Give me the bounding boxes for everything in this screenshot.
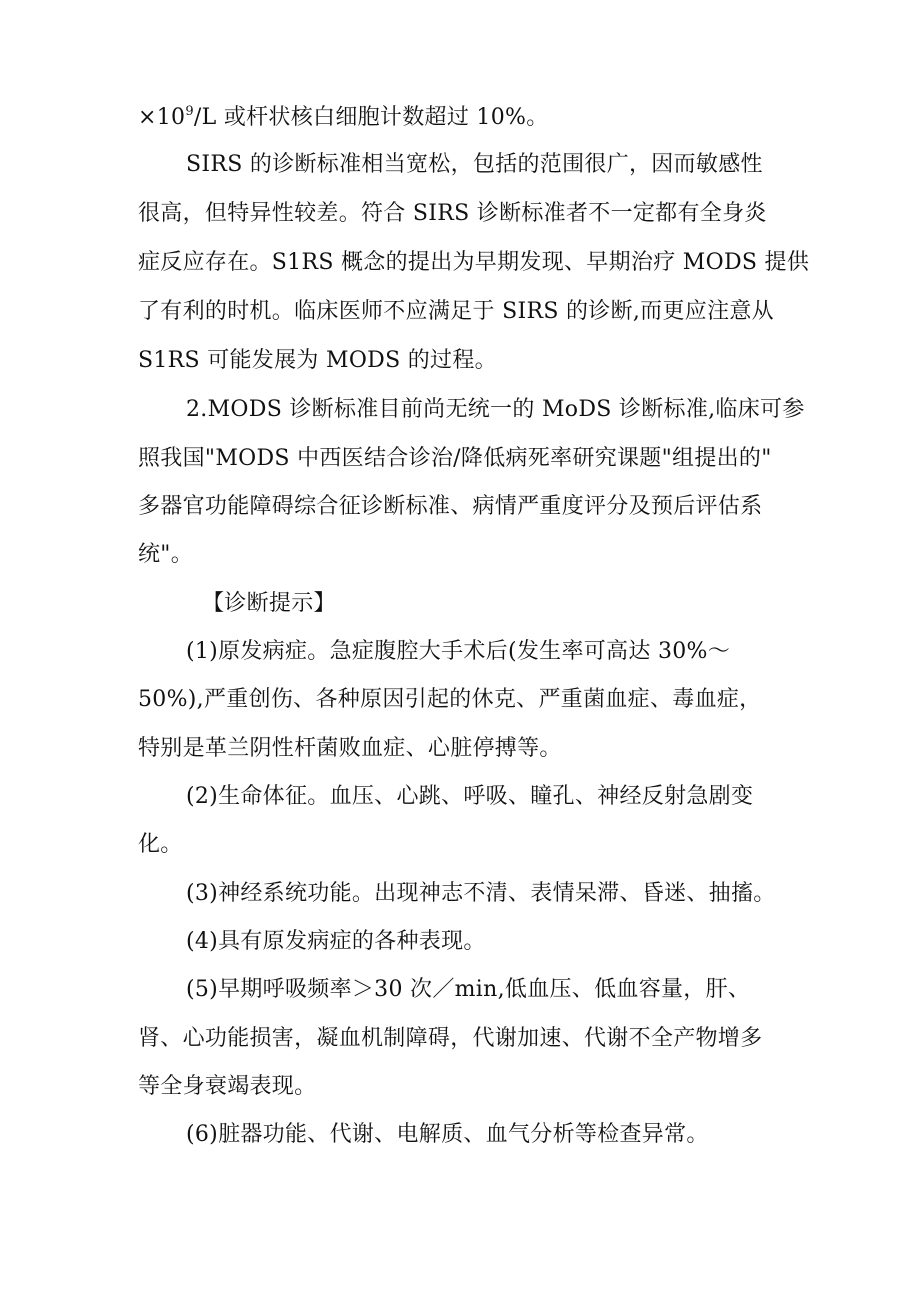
sirs-paragraph-line: 症反应存在。S1RS 概念的提出为早期发现、早期治疗 MODS 提供 <box>138 250 810 275</box>
diagnosis-item-line: (1)原发病症。急症腹腔大手术后(发生率可高达 30%～ <box>186 639 731 664</box>
sirs-paragraph-line: 很高，但特异性较差。符合 SIRS 诊断标准者不一定都有全身炎 <box>138 201 767 226</box>
diagnosis-item-line: (6)脏器功能、代谢、电解质、血气分析等检查异常。 <box>186 1122 709 1147</box>
wbc-exponent: 9 <box>185 104 194 119</box>
sirs-paragraph-line: 了有利的时机。临床医师不应满足于 SIRS 的诊断,而更应注意从 <box>138 299 774 324</box>
diagnosis-item-line: (3)神经系统功能。出现神志不清、表情呆滞、昏迷、抽搐。 <box>186 881 776 906</box>
mods-paragraph-line: 照我国"MODS 中西医结合诊治/降低病死率研究课题"组提出的" <box>138 446 772 471</box>
diagnosis-item-line: 特别是革兰阴性杆菌败血症、心脏停搏等。 <box>138 736 562 761</box>
diagnosis-item-line: (5)早期呼吸频率＞30 次／min,低血压、低血容量，肝、 <box>186 977 751 1002</box>
diagnosis-item-line: 等全身衰竭表现。 <box>138 1074 317 1099</box>
section-heading: 【诊断提示】 <box>202 591 336 616</box>
mods-paragraph-line: 2.MODS 诊断标准目前尚无统一的 MoDS 诊断标准,临床可参 <box>186 397 805 422</box>
mods-paragraph-line: 多器官功能障碍综合征诊断标准、病情严重度评分及预后评估系 <box>138 494 763 519</box>
diagnosis-item-line: 肾、心功能损害，凝血机制障碍，代谢加速、代谢不全产物增多 <box>138 1026 763 1051</box>
wbc-suffix: /L 或杆状核白细胞计数超过 10%。 <box>193 105 549 130</box>
diagnosis-item-line: (2)生命体征。血压、心跳、呼吸、瞳孔、神经反射急剧变 <box>186 784 754 809</box>
sirs-paragraph-line: SIRS 的诊断标准相当宽松，包括的范围很广，因而敏感性 <box>186 152 763 177</box>
sirs-paragraph-line: S1RS 可能发展为 MODS 的过程。 <box>138 348 497 373</box>
diagnosis-item-line: 50%),严重创伤、各种原因引起的休克、严重菌血症、毒血症， <box>138 687 762 712</box>
mods-paragraph-line: 统"。 <box>138 542 194 567</box>
wbc-prefix: ×10 <box>138 105 186 130</box>
wbc-criteria-line <box>138 103 549 133</box>
diagnosis-item-line: 化。 <box>138 832 183 857</box>
diagnosis-item-line: (4)具有原发病症的各种表现。 <box>186 929 486 954</box>
